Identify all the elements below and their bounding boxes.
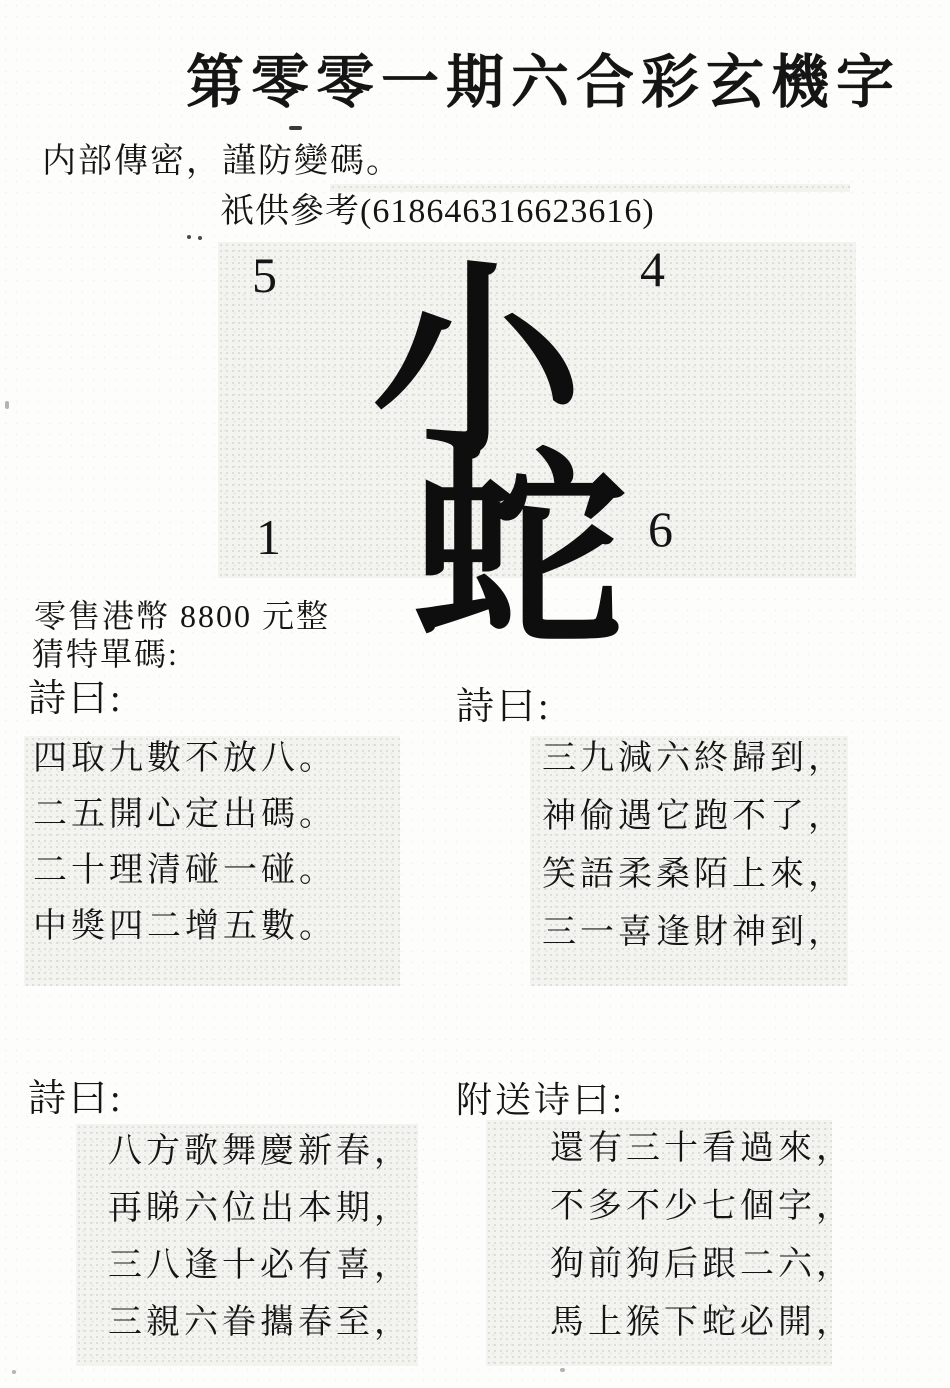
poem-line: 神偷遇它跑不了， (542, 798, 846, 835)
poem-line: 笑語柔桑陌上來， (542, 856, 846, 893)
poem-top-right (542, 730, 846, 962)
scan-speck (187, 235, 191, 239)
poem-line: 不多不少七個字， (550, 1188, 854, 1225)
poem-line: 三八逢十必有喜， (108, 1247, 412, 1284)
poem-line: 狗前狗后跟二六， (550, 1246, 854, 1283)
poem-line: 三親六眷攜春至， (108, 1304, 412, 1341)
corner-number-top-right: 4 (640, 241, 665, 297)
scan-speck (12, 1370, 16, 1374)
notice-line: 内部傳密，謹防變碼。 (42, 143, 402, 180)
scan-dash-mark (289, 126, 302, 130)
retail-price-line: 零售港幣 8800 元整 (34, 598, 331, 634)
scan-speck (560, 1368, 565, 1372)
corner-number-bottom-right: 6 (648, 501, 673, 557)
corner-number-top-left: 5 (252, 247, 277, 303)
poem-line: 還有三十看過來， (550, 1130, 854, 1167)
poem-header-top-left: 詩曰: (28, 678, 124, 720)
poem-bottom-left (108, 1123, 412, 1351)
reference-line: 祇供參考(618646316623616) (220, 193, 655, 230)
guess-special-code-line: 猜特單碼: (32, 636, 179, 672)
poem-line: 八方歌舞慶新春， (108, 1133, 412, 1170)
poem-line: 二五開心定出碼。 (33, 796, 337, 833)
poem-bottom-right (550, 1120, 854, 1352)
scan-shading-reference-strip (330, 184, 850, 192)
corner-number-bottom-left: 1 (256, 509, 281, 565)
poem-line: 中獎四二增五數。 (33, 908, 337, 945)
poem-line: 三一喜逢財神到， (542, 914, 846, 951)
scan-speck (5, 401, 9, 409)
zodiac-character-bottom: 蛇 (413, 436, 625, 671)
poem-top-left (33, 731, 337, 955)
poem-line: 馬上猴下蛇必開， (550, 1304, 854, 1341)
poem-header-top-right: 詩曰: (456, 686, 552, 728)
poem-header-bottom-right: 附送诗曰: (456, 1080, 626, 1120)
poem-line: 再睇六位出本期， (108, 1190, 412, 1227)
poem-line: 三九減六終歸到， (542, 740, 846, 777)
scan-speck (198, 236, 202, 240)
page-title: 第零零一期六合彩玄機字 (186, 50, 902, 115)
poem-line: 二十理清碰一碰。 (33, 852, 337, 889)
zodiac-character-top: 小 (372, 251, 583, 483)
poem-line: 四取九數不放八。 (33, 740, 337, 777)
poem-header-bottom-left: 詩曰: (28, 1078, 124, 1120)
